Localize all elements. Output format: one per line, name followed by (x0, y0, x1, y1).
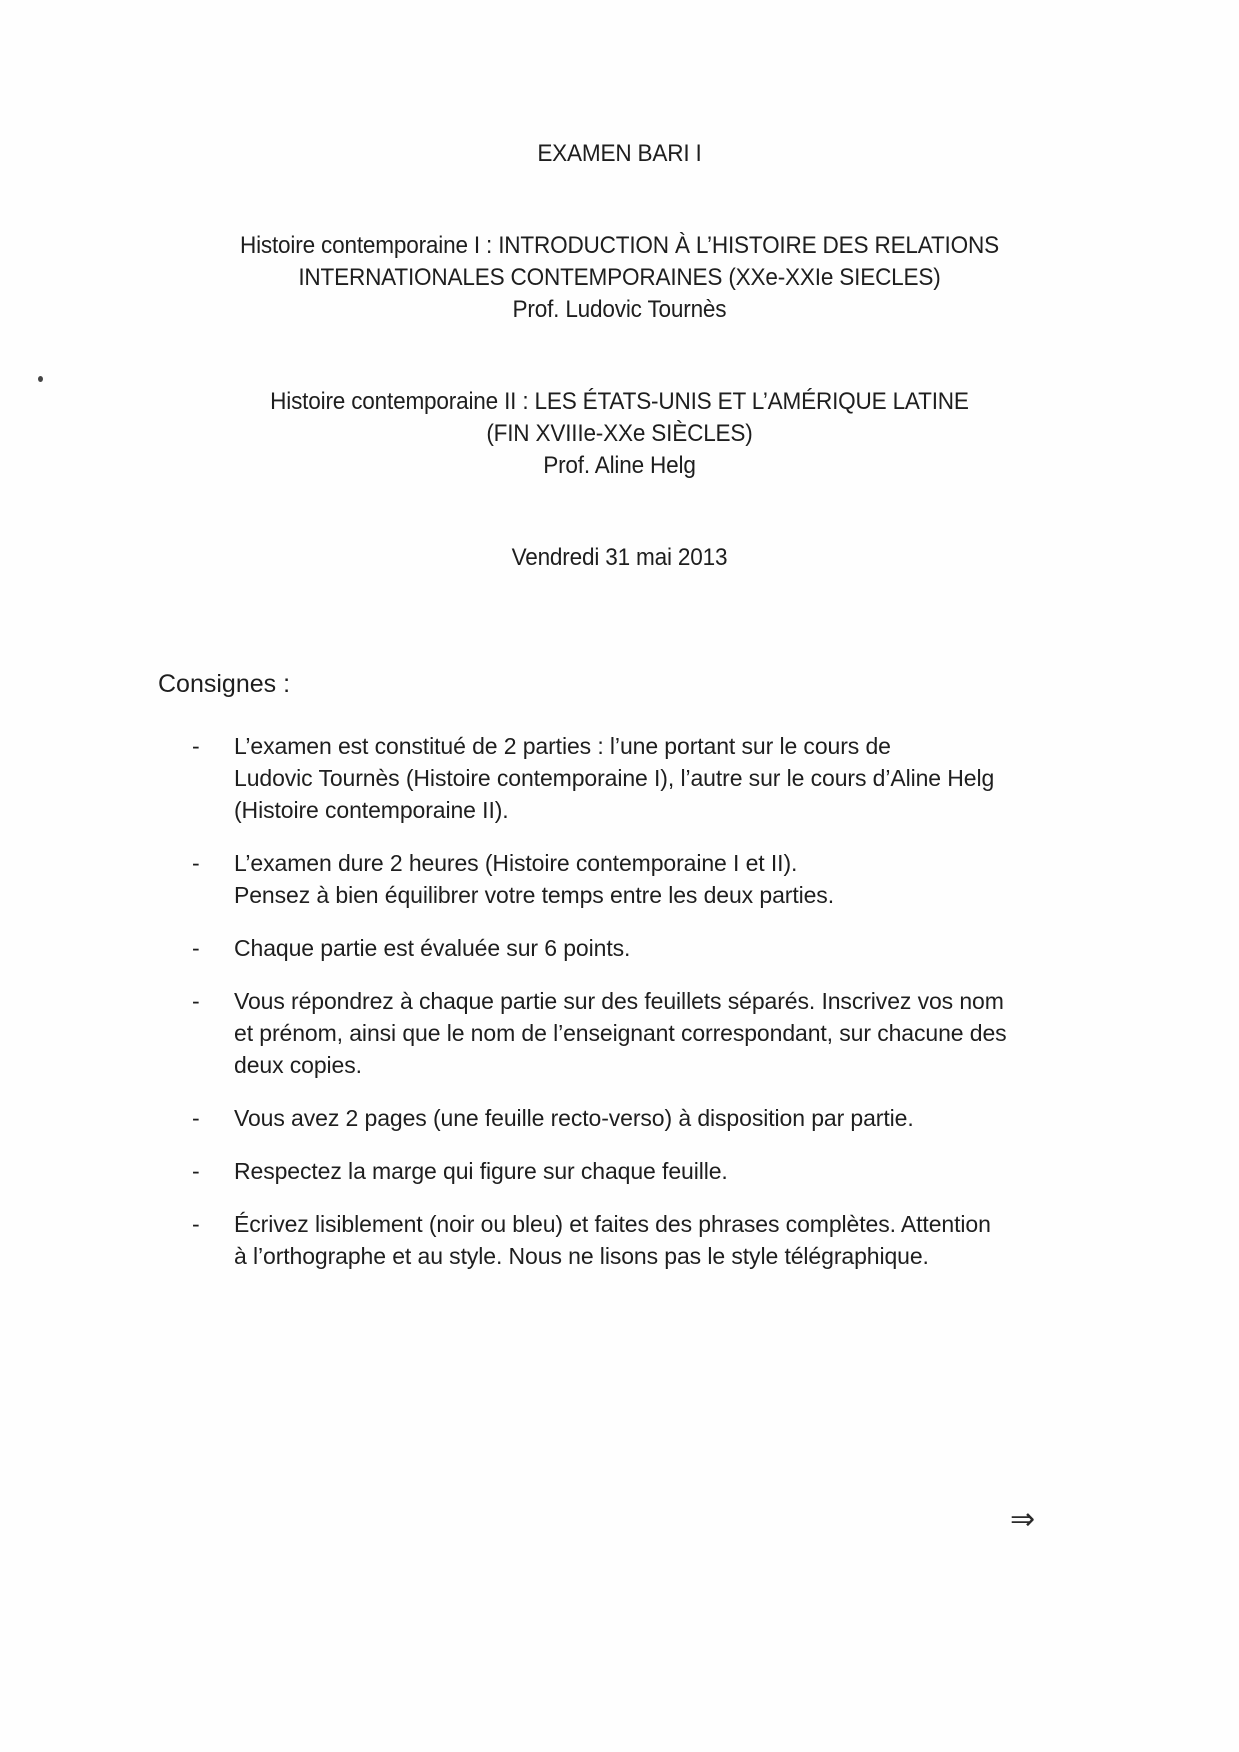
list-item-line: Vous répondrez à chaque partie sur des feuillets séparés. Inscrivez vos nom (234, 988, 1004, 1014)
list-item (192, 1102, 1072, 1134)
list-item-line: L’examen dure 2 heures (Histoire contemporaine I et II). (234, 850, 798, 876)
list-item (192, 847, 1072, 911)
course-2-block (37, 386, 1202, 482)
next-page-arrow-icon: ⇒ (1010, 1503, 1036, 1536)
course-2-line-2: (FIN XVIIIe-XXe SIÈCLES) (486, 420, 753, 447)
exam-date-text: Vendredi 31 mai 2013 (511, 544, 728, 571)
course-1-line-2: INTERNATIONALES CONTEMPORAINES (XXe-XXIe SIECLES) (298, 264, 941, 291)
list-item-line: (Histoire contemporaine II). (234, 797, 509, 823)
instructions-label: Consignes : (158, 670, 291, 698)
list-item (192, 1208, 1072, 1272)
scan-speck (38, 376, 43, 382)
list-item (192, 730, 1072, 826)
course-2-professor: Prof. Aline Helg (543, 452, 696, 479)
list-item-line: deux copies. (234, 1052, 362, 1078)
exam-date (37, 542, 1202, 574)
course-2-line-1: Histoire contemporaine II : LES ÉTATS-UNIS ET L’AMÉRIQUE LATINE (270, 388, 969, 415)
list-item (192, 932, 1072, 964)
exam-title (37, 138, 1202, 170)
course-1-line-1: Histoire contemporaine I : INTRODUCTION À L’HISTOIRE DES RELATIONS (239, 232, 999, 259)
list-item (192, 1155, 1072, 1187)
bullet-dash: - (192, 935, 200, 961)
bullet-dash: - (192, 1105, 200, 1131)
bullet-dash: - (192, 733, 200, 759)
bullet-dash: - (192, 988, 200, 1014)
bullet-dash: - (192, 1211, 200, 1237)
list-item-line: à l’orthographe et au style. Nous ne lisons pas le style télégraphique. (234, 1243, 929, 1269)
list-item-line: Chaque partie est évaluée sur 6 points. (234, 935, 631, 961)
bullet-dash: - (192, 1158, 200, 1184)
list-item-line: et prénom, ainsi que le nom de l’enseignant correspondant, sur chacune des (234, 1020, 1007, 1046)
list-item-line: Pensez à bien équilibrer votre temps entre les deux parties. (234, 882, 834, 908)
list-item (192, 985, 1072, 1081)
list-item-line: L’examen est constitué de 2 parties : l’une portant sur le cours de (234, 733, 891, 759)
list-item-line: Écrivez lisiblement (noir ou bleu) et faites des phrases complètes. Attention (234, 1211, 991, 1237)
course-1-professor: Prof. Ludovic Tournès (512, 296, 727, 323)
exam-title-text: EXAMEN BARI I (537, 140, 702, 167)
course-1-block (37, 230, 1202, 326)
list-item-line: Ludovic Tournès (Histoire contemporaine I), l’autre sur le cours d’Aline Helg (234, 765, 995, 791)
list-item-line: Respectez la marge qui figure sur chaque feuille. (234, 1158, 728, 1184)
bullet-dash: - (192, 850, 200, 876)
instructions-list (192, 730, 1072, 1293)
list-item-line: Vous avez 2 pages (une feuille recto-verso) à disposition par partie. (234, 1105, 914, 1131)
